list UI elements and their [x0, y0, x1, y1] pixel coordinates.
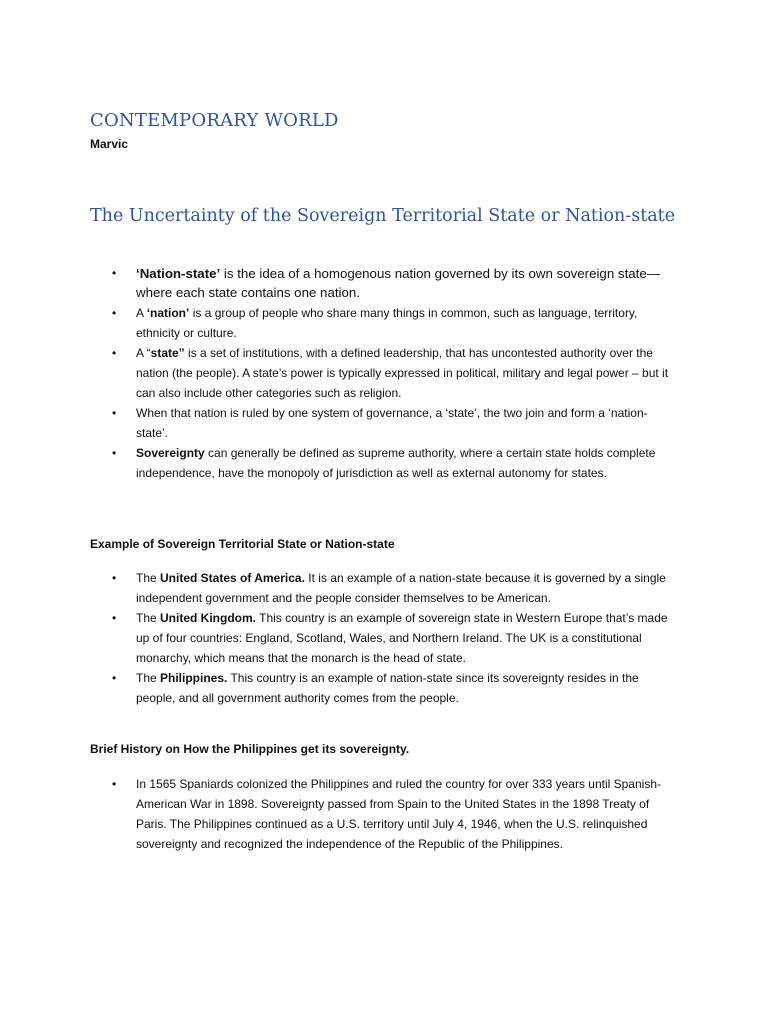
- bullet-icon: •: [112, 671, 117, 685]
- list-item: [90, 343, 670, 403]
- item-text: This country is an example of nation-state since its sovereignty resides in the people, and all government authority comes from the people.: [136, 671, 639, 705]
- list-item: [90, 443, 670, 483]
- history-heading: Brief History on How the Philippines get its sovereignty.: [90, 742, 410, 756]
- history-list: [90, 774, 670, 854]
- item-prefix: A: [136, 306, 147, 320]
- list-item: [90, 264, 670, 302]
- term-bold: state”: [150, 346, 185, 360]
- examples-list: [90, 568, 670, 708]
- section-heading-uncertainty: The Uncertainty of the Sovereign Territorial State or Nation-state: [90, 206, 676, 226]
- item-text: In 1565 Spaniards colonized the Philippines and ruled the country for over 333 years until Spanish-American War in 1898. Sovereignty passed from Spain to the United States in the 1898 Treaty of Paris. The Philippines continued as a U.S. territory until July 4, 1946, when the U.S. relinquished sovereignty and recognized the independence of the Republic of the Philippines.: [136, 777, 661, 851]
- list-item: [90, 303, 670, 343]
- item-text: is the idea of a homogenous nation governed by its own sovereign state—where each state contains one nation.: [136, 266, 661, 300]
- list-item: [90, 608, 670, 668]
- term-bold: United States of America.: [160, 571, 305, 585]
- list-item: [90, 568, 670, 608]
- term-bold: Philippines.: [160, 671, 228, 685]
- examples-heading: Example of Sovereign Territorial State or Nation-state: [90, 537, 395, 551]
- bullet-icon: •: [112, 406, 117, 420]
- term-bold: ‘nation’: [146, 306, 190, 320]
- item-text: is a group of people who share many things in common, such as language, territory, ethnicity or culture.: [136, 306, 638, 340]
- item-prefix: The: [136, 671, 161, 685]
- item-prefix: A “: [136, 346, 151, 360]
- item-text: It is an example of a nation-state because it is governed by a single independent government and the people consider themselves to be American.: [136, 571, 666, 605]
- term-bold: Sovereignty: [136, 446, 205, 460]
- bullet-icon: •: [112, 611, 117, 625]
- bullet-icon: •: [112, 777, 117, 791]
- item-prefix: The: [136, 611, 161, 625]
- item-prefix: The: [136, 571, 161, 585]
- item-text: This country is an example of sovereign state in Western Europe that’s made up of four countries: England, Scotland, Wales, and Northern Ireland. The UK is a constitutional monarchy, which means that the monarch is the head of state.: [136, 611, 668, 665]
- item-text: When that nation is ruled by one system of governance, a ‘state’, the two join and form a ‘nation-state’.: [136, 406, 648, 440]
- item-text: is a set of institutions, with a defined leadership, that has uncontested authority over the nation (the people). A state’s power is typically expressed in political, military and legal power – but it can also include other categories such as religion.: [136, 346, 669, 400]
- list-item: [90, 668, 670, 708]
- bullet-icon: •: [112, 346, 117, 360]
- bullet-icon: •: [112, 306, 117, 320]
- bullet-icon: •: [112, 266, 117, 280]
- bullet-icon: •: [112, 571, 117, 585]
- term-bold: ‘Nation-state’: [136, 266, 221, 281]
- nation-state-definitions-list: [90, 264, 670, 483]
- document-title: CONTEMPORARY WORLD: [90, 110, 339, 131]
- author-name: Marvic: [90, 137, 129, 151]
- term-bold: United Kingdom.: [160, 611, 257, 625]
- list-item: [90, 774, 670, 854]
- bullet-icon: •: [112, 446, 117, 460]
- list-item: [90, 403, 670, 443]
- item-text: can generally be defined as supreme authority, where a certain state holds complete independence, have the monopoly of jurisdiction as well as external autonomy for states.: [136, 446, 656, 480]
